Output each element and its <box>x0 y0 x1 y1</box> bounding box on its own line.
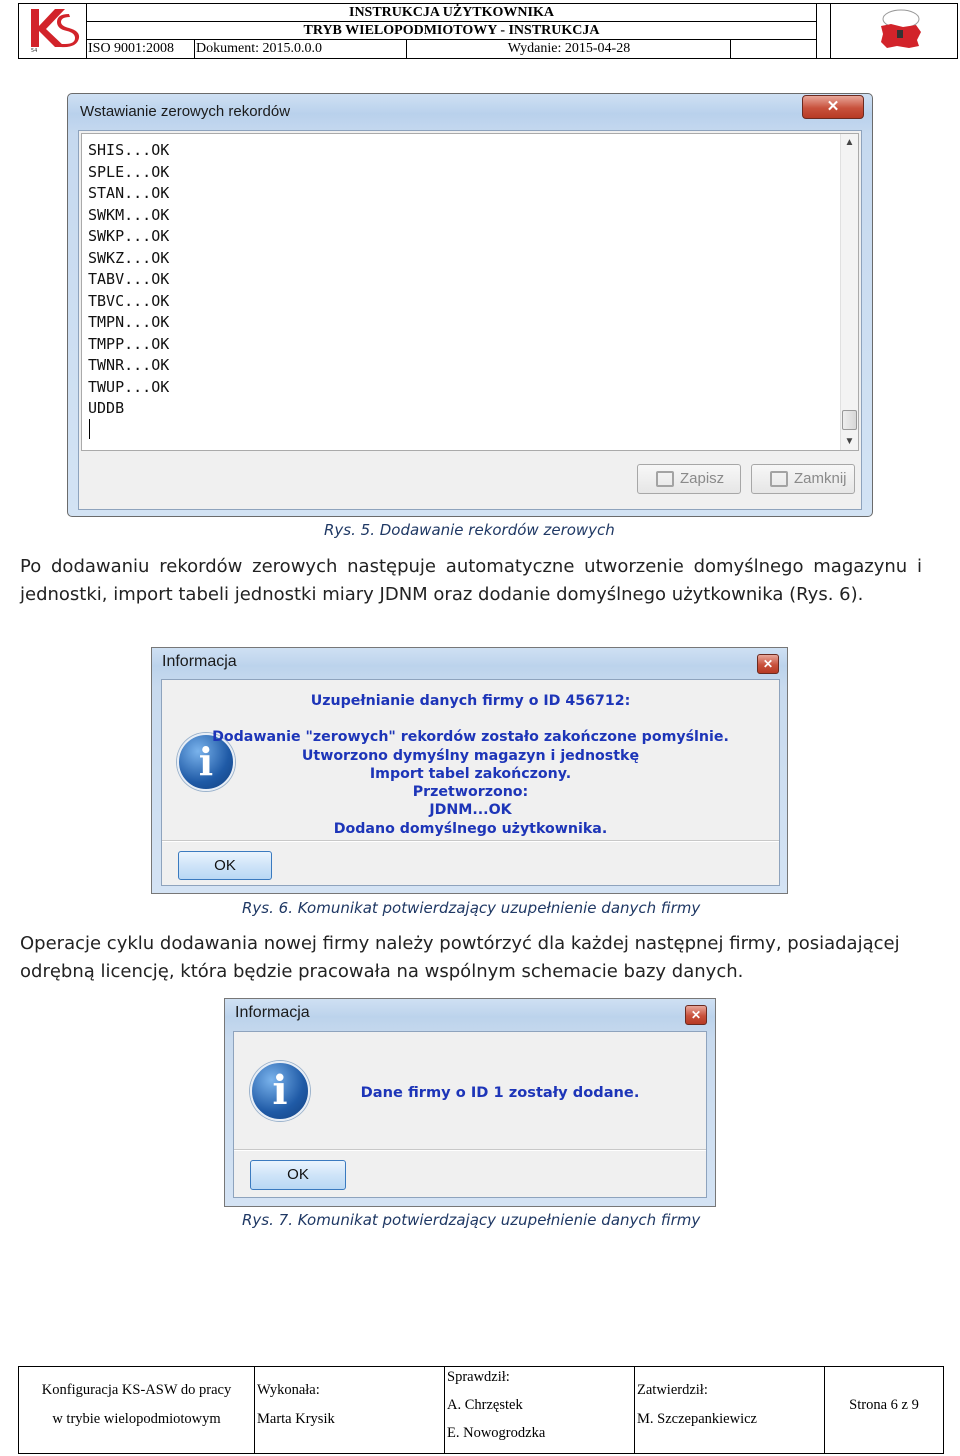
scroll-thumb[interactable] <box>842 410 857 430</box>
close-icon[interactable]: ✕ <box>757 654 779 674</box>
footer-checked: Sprawdził: A. Chrzęstek E. Nowogrodzka <box>445 1367 635 1453</box>
log-line: SWKZ...OK <box>88 248 170 267</box>
window-title: Wstawianie zerowych rekordów <box>80 103 291 120</box>
log-line: SWKP...OK <box>88 227 170 245</box>
message-line: Dodano domyślnego użytkownika. <box>333 820 608 837</box>
dialog-message: Dane firmy o ID 1 zostały dodane. <box>360 1084 640 1101</box>
emblem-logo <box>830 4 957 58</box>
dialog-message <box>162 692 779 838</box>
figure-7-caption: Rys. 7. Komunikat potwierdzający uzupełnienie danych firmy <box>242 1211 701 1229</box>
log-line: TWNR...OK <box>88 356 170 374</box>
footer-page <box>825 1367 943 1453</box>
paragraph-1: Po dodawaniu rekordów zerowych następuje automatyczne utworzenie domyślnego magazynu i jednostki, import tabeli jednostki miary JDNM oraz dodanie domyślnego użytkownika (Rys. 6). <box>20 556 922 605</box>
header-edition: Wydanie: 2015-04-28 <box>407 40 731 58</box>
save-button[interactable]: Zapisz <box>637 464 741 494</box>
header-title-2: TRYB WIELOPODMIOTOWY - INSTRUKCJA <box>87 22 817 40</box>
scroll-up-icon[interactable]: ▲ <box>844 137 855 148</box>
message-line: Import tabel zakończony. <box>369 765 572 782</box>
message-line: Uzupełnianie danych firmy o ID 456712: <box>310 693 631 709</box>
separator <box>234 1149 706 1151</box>
header-document: Dokument: 2015.0.0.0 <box>195 40 407 58</box>
header-extra <box>731 40 817 58</box>
log-lines <box>88 140 169 420</box>
company-logo <box>19 4 87 58</box>
log-line: UDDB <box>88 399 125 417</box>
close-icon[interactable]: ✕ <box>685 1005 707 1025</box>
dialog-title: Informacja <box>235 1004 310 1021</box>
floppy-disk-icon <box>656 471 674 487</box>
figure-6-caption: Rys. 6. Komunikat potwierdzający uzupełnienie danych firmy <box>242 899 701 917</box>
svg-text:54: 54 <box>31 48 38 54</box>
document-footer <box>18 1366 944 1454</box>
log-line: TMPP...OK <box>88 334 170 353</box>
info-dialog-fig6 <box>151 647 788 894</box>
dialog-client <box>233 1031 707 1198</box>
poland-emblem-icon <box>831 4 956 56</box>
log-line: TABV...OK <box>88 270 170 288</box>
log-line: TWUP...OK <box>88 377 170 396</box>
paragraph-2: Operacje cyklu dodawania nowej firmy należy powtórzyć dla każdej następnej firmy, posiadającej odrębną licencję, która będzie pracowała na wspólnym schemacie bazy danych. <box>20 933 900 982</box>
message-line: JDNM...OK <box>429 802 512 819</box>
info-dialog-fig7 <box>224 998 716 1207</box>
footer-prepared: Wykonała: Marta Krysik <box>255 1367 445 1453</box>
info-icon: i <box>177 733 235 791</box>
insert-zero-records-window <box>67 93 873 517</box>
log-line: SWKM...OK <box>88 205 170 224</box>
figure-5-caption: Rys. 5. Dodawanie rekordów zerowych <box>324 521 615 539</box>
log-textarea[interactable] <box>81 133 859 451</box>
log-line: SHIS...OK <box>88 141 170 159</box>
text-caret <box>89 419 90 439</box>
ks-logo-icon <box>19 4 85 56</box>
dialog-client <box>161 679 780 886</box>
window-client <box>78 130 862 510</box>
ok-button[interactable]: OK <box>178 851 272 880</box>
document-header <box>18 3 958 59</box>
page-number: Strona 6 z 9 <box>849 1397 919 1413</box>
info-icon: i <box>250 1061 310 1121</box>
footer-subject: Konfiguracja KS-ASW do pracy w trybie wielopodmiotowym <box>19 1367 255 1453</box>
log-line: SPLE...OK <box>88 162 170 181</box>
ok-button[interactable]: OK <box>250 1160 346 1190</box>
log-line: TMPN...OK <box>88 313 170 331</box>
log-line: TBVC...OK <box>88 291 170 310</box>
header-title-1: INSTRUKCJA UŻYTKOWNIKA <box>87 4 817 22</box>
dialog-title: Informacja <box>162 653 237 670</box>
vertical-scrollbar[interactable] <box>840 134 858 450</box>
header-iso: ISO 9001:2008 <box>87 40 195 58</box>
message-line: Przetworzono: <box>412 784 529 801</box>
close-icon[interactable]: ✕ <box>802 95 864 119</box>
log-line: STAN...OK <box>88 184 170 202</box>
message-line: Utworzono dymyślny magazyn i jednostkę <box>301 747 640 764</box>
door-exit-icon <box>770 471 788 487</box>
separator <box>162 840 779 842</box>
footer-approved: Zatwierdził: M. Szczepankiewicz <box>635 1367 825 1453</box>
message-line: Dodawanie "zerowych" rekordów zostało zakończone pomyślnie. <box>212 729 729 746</box>
scroll-down-icon[interactable]: ▼ <box>844 436 855 447</box>
close-button[interactable]: Zamknij <box>751 464 855 494</box>
